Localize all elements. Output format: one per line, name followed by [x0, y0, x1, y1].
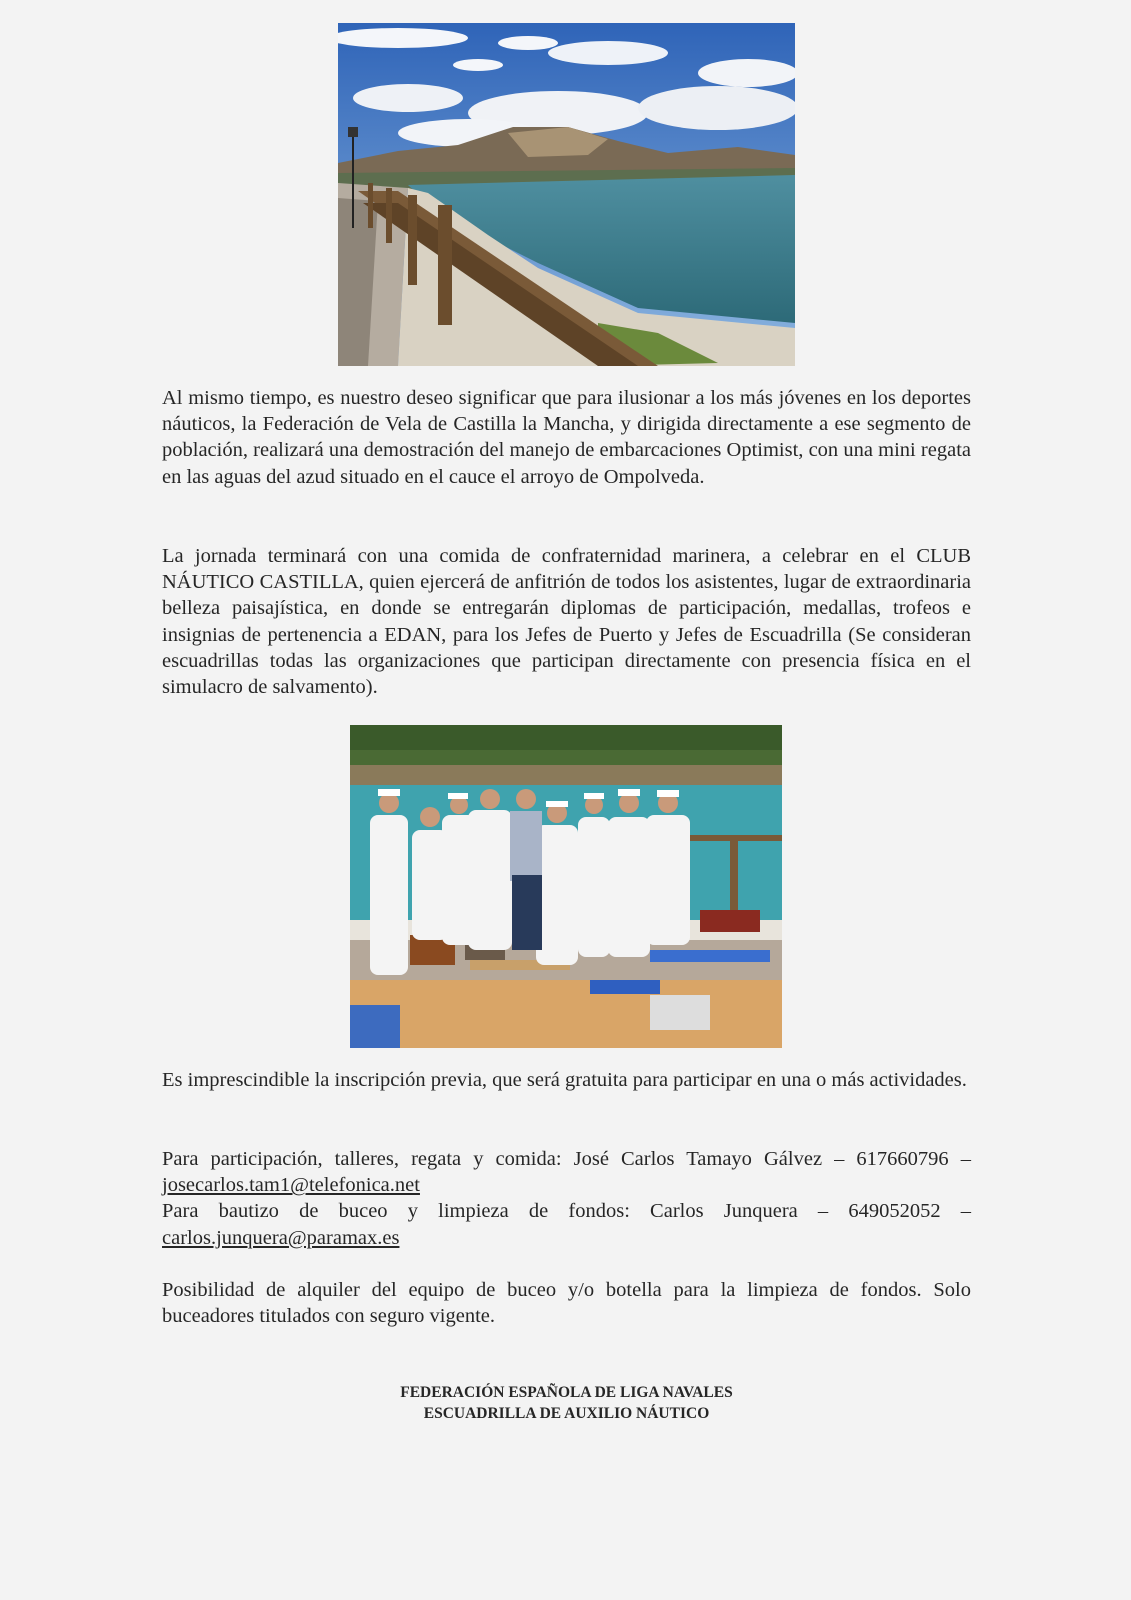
uniformed-group-photo — [350, 725, 782, 1048]
footer-squadron: ESCUADRILLA DE AUXILIO NÁUTICO — [423, 1405, 710, 1422]
footer-federation: FEDERACIÓN ESPAÑOLA DE LIGA NAVALES — [400, 1384, 733, 1401]
crew-photo-drawing — [350, 725, 782, 1048]
paragraph-registration: Es imprescindible la inscripción previa, que será gratuita para participar en una o más actividades. — [162, 1069, 967, 1091]
contacts-block — [162, 1146, 971, 1251]
contact-diving-email[interactable]: carlos.junquera@paramax.es — [162, 1226, 400, 1249]
contact-participation-text: Para participación, talleres, regata y comida: José Carlos Tamayo Gálvez – 617660796 – — [162, 1148, 971, 1170]
contact-line-participation — [162, 1146, 971, 1198]
contact-diving-text: Para bautizo de buceo y limpieza de fondos: Carlos Junquera – 649052052 – — [162, 1200, 971, 1223]
paragraph-optimist-regatta: Al mismo tiempo, es nuestro deseo significar que para ilusionar a los más jóvenes en los deportes náuticos, la Federación de Vela de Castilla la Mancha, y dirigida directamente a ese segmento de población, realizará una demostración del manejo de embarcaciones Optimist, con una mini regata en las aguas del azud situado en el cauce el arroyo de Ompolveda. — [162, 387, 971, 488]
lake-photo-drawing — [338, 23, 795, 366]
contact-participation-email[interactable]: josecarlos.tam1@telefonica.net — [162, 1174, 420, 1197]
signature-footer — [162, 1382, 971, 1424]
paragraph-equipment-rental: Posibilidad de alquiler del equipo de buceo y/o botella para la limpieza de fondos. Solo buceadores titulados con seguro vigente. — [162, 1279, 971, 1328]
lake-reservoir-photo — [338, 23, 795, 366]
contact-line-diving — [162, 1198, 971, 1250]
paragraph-closing-lunch: La jornada terminará con una comida de confraternidad marinera, a celebrar en el CLUB NÁUTICO CASTILLA, quien ejercerá de anfitrión de todos los asistentes, lugar de extraordinaria belleza paisajística, en donde se entregarán diplomas de participación, medallas, trofeos e insignias de pertenencia a EDAN, para los Jefes de Puerto y Jefes de Escuadrilla (Se consideran escuadrillas todas las organizaciones que participan directamente con presencia física en el simulacro de salvamento). — [162, 545, 971, 699]
